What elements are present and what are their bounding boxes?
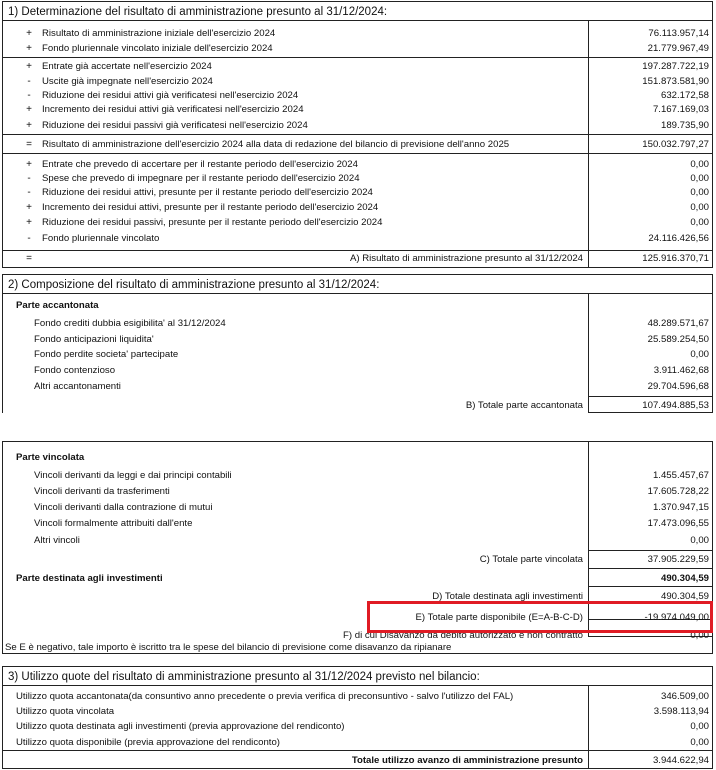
table-row [2, 171, 713, 186]
row-label: Entrate già accertate nell'esercizio 2024 [42, 61, 212, 72]
row-label: Riduzione dei residui passivi già verificatesi nell'esercizio 2024 [42, 120, 308, 131]
row-value: 0,00 [690, 202, 709, 213]
table-row [2, 26, 713, 41]
row-label: E) Totale parte disponibile (E=A-B-C-D) [415, 612, 583, 623]
row-value: 3.911.462,68 [653, 365, 709, 376]
table-row [2, 74, 713, 89]
row-value: 0,00 [690, 217, 709, 228]
row-label: Totale utilizzo avanzo di amministrazione presunto [351, 755, 583, 766]
row-value: 1.455.457,67 [652, 470, 709, 481]
row-label: Fondo pluriennale vincolato [42, 233, 160, 244]
row-value: 107.494.885,53 [642, 400, 709, 411]
note-row [2, 640, 713, 655]
row-value: 21.779.967,49 [647, 43, 709, 54]
row-label: Riduzione dei residui passivi, presunte per il restante periodo dell'esercizio 2024 [42, 217, 383, 228]
divider [2, 441, 713, 442]
section-heading [2, 298, 713, 313]
row-label: Altri accantonamenti [34, 381, 121, 392]
table-row [2, 484, 713, 499]
table-row [2, 137, 713, 152]
sign: - [27, 173, 31, 184]
table-row [2, 332, 713, 347]
row-value: 0,00 [690, 187, 709, 198]
row-value: 25.589.254,50 [647, 334, 709, 345]
sign: + [26, 120, 32, 131]
sign: + [26, 202, 32, 213]
row-label: Riduzione dei residui attivi, presunte per il restante periodo dell'esercizio 2024 [42, 187, 373, 198]
row-value: 0,00 [690, 535, 709, 546]
row-value: 125.916.370,71 [642, 253, 709, 264]
table-row [2, 719, 713, 734]
row-label: Utilizzo quota vincolata [16, 706, 115, 717]
table-row [2, 379, 713, 394]
row-label: Vincoli derivanti dalla contrazione di mutui [34, 502, 213, 513]
table-row [2, 118, 713, 133]
table-row [2, 689, 713, 704]
sign: + [26, 159, 32, 170]
row-value: 0,00 [690, 349, 709, 360]
table-row [2, 316, 713, 331]
sign: - [27, 187, 31, 198]
row-value: 0,00 [690, 159, 709, 170]
table-row [2, 516, 713, 531]
divider [2, 153, 713, 154]
row-label: Fondo anticipazioni liquidita' [34, 334, 154, 345]
section1-title: 1) Determinazione del risultato di amministrazione presunto al 31/12/2024: [2, 1, 713, 21]
table-row [2, 59, 713, 74]
row-label: Fondo contenzioso [34, 365, 116, 376]
table-row [2, 231, 713, 246]
divider [2, 750, 713, 751]
table-row [2, 347, 713, 362]
row-label: Vincoli formalmente attribuiti dall'ente [34, 518, 193, 529]
row-label: Risultato di amministrazione iniziale dell'esercizio 2024 [42, 28, 276, 39]
row-value: 490.304,59 [660, 591, 709, 602]
sign: - [27, 90, 31, 101]
table-row [2, 200, 713, 215]
row-value: 0,00 [690, 721, 709, 732]
row-value: 632.172,58 [660, 90, 709, 101]
row-label: Parte destinata agli investimenti [16, 573, 163, 584]
row-label: Fondo crediti dubbia esigibilita' al 31/12/2024 [34, 318, 226, 329]
row-label: Altri vincoli [34, 535, 80, 546]
row-label: Incremento dei residui attivi già verificatesi nell'esercizio 2024 [42, 104, 304, 115]
row-value: 3.944.622,94 [652, 755, 709, 766]
table-row [2, 533, 713, 548]
row-value: 189.735,90 [660, 120, 709, 131]
row-label: Vincoli derivanti da trasferimenti [34, 486, 170, 497]
sign: + [26, 43, 32, 54]
row-value: 17.605.728,22 [647, 486, 709, 497]
sign: + [26, 217, 32, 228]
row-label: B) Totale parte accantonata [465, 400, 583, 411]
row-label: D) Totale destinata agli investimenti [432, 591, 583, 602]
row-label: Parte accantonata [16, 300, 99, 311]
table-row [2, 157, 713, 172]
row-label: C) Totale parte vincolata [479, 554, 583, 565]
sign: = [26, 253, 32, 264]
table-row [2, 363, 713, 378]
row-value: 3.598.113,94 [653, 706, 709, 717]
row-label: Incremento dei residui attivi, presunte per il restante periodo dell'esercizio 2024 [42, 202, 379, 213]
row-label: Utilizzo quota accantonata(da consuntivo anno precedente o previa verifica di preconsuntivo - salvo l'utilizzo del FAL) [16, 691, 514, 702]
sign: - [27, 233, 31, 244]
highlight-box [367, 601, 713, 633]
row-label: Fondo pluriennale vincolato iniziale dell'esercizio 2024 [42, 43, 273, 54]
section3-title: 3) Utilizzo quote del risultato di amministrazione presunto al 31/12/2024 previsto nel bilancio: [2, 666, 713, 686]
row-value: 0,00 [690, 630, 709, 641]
table-row [2, 735, 713, 750]
table-row [2, 468, 713, 483]
divider [588, 586, 712, 587]
row-value: 197.287.722,19 [642, 61, 709, 72]
row-value: 0,00 [690, 737, 709, 748]
row-label: Utilizzo quota disponibile (previa approvazione del rendiconto) [16, 737, 280, 748]
row-value: 490.304,59 [660, 573, 709, 584]
section2-title: 2) Composizione del risultato di amministrazione presunto al 31/12/2024: [2, 274, 713, 294]
sign: - [27, 76, 31, 87]
divider [588, 396, 712, 397]
table-row [2, 41, 713, 56]
divider [2, 57, 713, 58]
row-label: Parte vincolata [16, 452, 85, 463]
row-value: -19.974.049,00 [644, 612, 709, 623]
divider [588, 568, 712, 569]
row-value: 150.032.797,27 [642, 139, 709, 150]
row-value: 24.116.426,56 [648, 233, 709, 244]
row-label: Spese che prevedo di impegnare per il restante periodo dell'esercizio 2024 [42, 173, 360, 184]
row-value: 17.473.096,55 [647, 518, 709, 529]
row-value: 76.113.957,14 [648, 28, 709, 39]
sign: + [26, 28, 32, 39]
table-row [2, 88, 713, 103]
row-label: Risultato di amministrazione dell'esercizio 2024 alla data di redazione del bilancio di previsione dell'anno 2025 [42, 139, 510, 150]
row-value: 151.873.581,90 [642, 76, 709, 87]
row-label: Entrate che prevedo di accertare per il restante periodo dell'esercizio 2024 [42, 159, 358, 170]
row-label: Vincoli derivanti da leggi e dai principi contabili [34, 470, 232, 481]
table-row [2, 102, 713, 117]
divider [588, 550, 712, 551]
row-value: 7.167.169,03 [652, 104, 709, 115]
total-row [2, 552, 713, 567]
total-row [2, 251, 713, 266]
row-label: Fondo perdite societa' partecipate [34, 349, 179, 360]
table-row [2, 500, 713, 515]
total-row [2, 753, 713, 768]
row-label: Se E è negativo, tale importo è iscritto tra le spese del bilancio di previsione come disavanzo da ripianare [5, 642, 452, 653]
table-row [2, 215, 713, 230]
row-value: 29.704.596,68 [647, 381, 709, 392]
row-value: 48.289.571,67 [647, 318, 709, 329]
total-row [2, 398, 713, 413]
section-heading [2, 450, 713, 465]
row-label: Utilizzo quota destinata agli investimenti (previa approvazione del rendiconto) [16, 721, 345, 732]
row-label: Uscite già impegnate nell'esercizio 2024 [42, 76, 213, 87]
row-label: Riduzione dei residui attivi già verificatesi nell'esercizio 2024 [42, 90, 299, 101]
row-label: A) Risultato di amministrazione presunto al 31/12/2024 [349, 253, 583, 264]
sign: + [26, 104, 32, 115]
sign: + [26, 61, 32, 72]
row-value: 1.370.947,15 [652, 502, 709, 513]
row-value: 0,00 [690, 173, 709, 184]
section-heading [2, 571, 713, 586]
table-row [2, 704, 713, 719]
divider [2, 134, 713, 135]
row-label: F) di cui Disavanzo da debito autorizzato e non contratto [343, 630, 583, 641]
sign: = [26, 139, 32, 150]
row-value: 346.509,00 [660, 691, 709, 702]
row-value: 37.905.229,59 [647, 554, 709, 565]
table-row [2, 185, 713, 200]
